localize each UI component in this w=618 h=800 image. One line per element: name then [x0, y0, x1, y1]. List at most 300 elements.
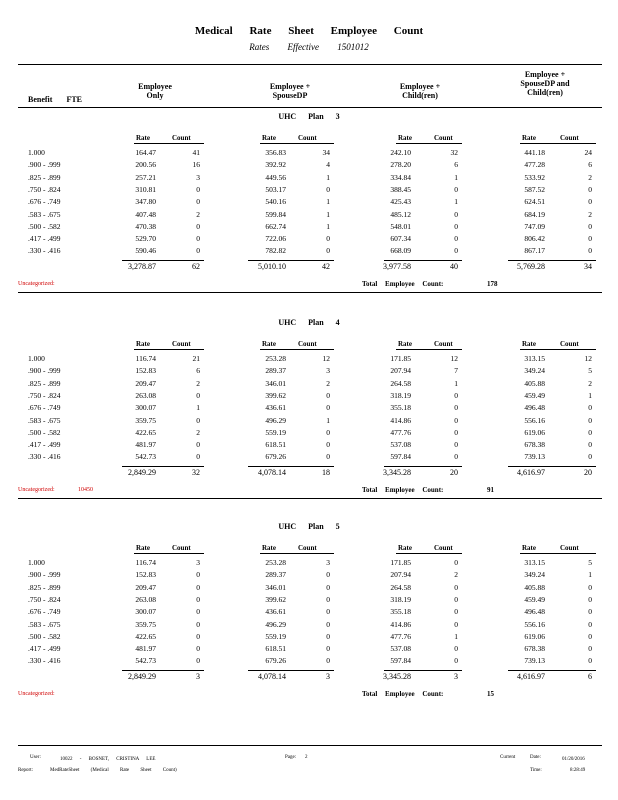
count-cell: 0	[454, 452, 458, 462]
fte-band-label: .330 - .416	[28, 246, 61, 256]
footer-report-value: MedRateSheet (Medical Rate Sheet Count)	[50, 768, 177, 773]
subheader-underline	[260, 349, 334, 350]
count-cell: 0	[588, 415, 592, 425]
count-cell: 0	[196, 619, 200, 629]
count-cell: 5	[588, 366, 592, 376]
rate-total: 4,078.14	[258, 671, 286, 681]
rate-cell: 556.16	[524, 619, 545, 629]
fte-band-label: .825 - .899	[28, 172, 61, 182]
subheader-underline	[520, 349, 596, 350]
count-total: 20	[450, 467, 458, 477]
rate-cell: 679.26	[265, 452, 286, 462]
count-cell: 3	[326, 366, 330, 376]
rate-cell: 346.01	[265, 582, 286, 592]
rate-subheader: Rate	[398, 340, 412, 348]
rate-cell: 263.08	[135, 594, 156, 604]
count-cell: 0	[588, 582, 592, 592]
count-cell: 0	[454, 415, 458, 425]
rate-cell: 533.92	[524, 172, 545, 182]
rate-cell: 399.62	[265, 594, 286, 604]
count-cell: 0	[454, 246, 458, 256]
count-total: 3	[454, 671, 458, 681]
count-cell: 0	[326, 644, 330, 654]
count-total: 3	[326, 671, 330, 681]
count-cell: 0	[196, 594, 200, 604]
fte-band-label: .583 - .675	[28, 415, 61, 425]
column-header-employee-child	[375, 82, 465, 100]
fte-band-label: .583 - .675	[28, 209, 61, 219]
footer-page-label: Page:	[285, 755, 297, 760]
count-subheader: Count	[298, 340, 317, 348]
rate-cell: 537.08	[390, 644, 411, 654]
subheader-underline	[260, 143, 334, 144]
footer-date-value: 01/20/2016	[562, 757, 585, 762]
count-subheader: Count	[434, 544, 453, 552]
fte-band-label: 1.000	[28, 148, 45, 157]
count-cell: 0	[588, 403, 592, 413]
rate-cell: 257.21	[135, 172, 156, 182]
count-cell: 1	[454, 631, 458, 641]
count-cell: 0	[196, 570, 200, 580]
rate-subheader: Rate	[262, 134, 276, 142]
count-cell: 0	[326, 390, 330, 400]
rate-cell: 399.62	[265, 390, 286, 400]
count-cell: 0	[588, 440, 592, 450]
rate-total: 3,977.58	[383, 261, 411, 271]
count-total: 62	[192, 261, 200, 271]
rate-cell: 253.28	[265, 354, 286, 363]
totals-rule	[384, 260, 462, 261]
totals-rule	[508, 466, 596, 467]
rate-cell: 496.48	[524, 607, 545, 617]
count-subheader: Count	[434, 340, 453, 348]
fte-band-label: .825 - .899	[28, 378, 61, 388]
column-header-line: SpouseDP and	[520, 79, 570, 88]
column-header-employee-spouse	[245, 82, 335, 100]
count-cell: 1	[588, 570, 592, 580]
rate-subheader: Rate	[136, 134, 150, 142]
fte-band-label: .900 - .999	[28, 366, 61, 376]
rate-cell: 263.08	[135, 390, 156, 400]
rate-cell: 619.06	[524, 427, 545, 437]
rate-cell: 171.85	[390, 354, 411, 363]
fte-band-label: .750 - .824	[28, 390, 61, 400]
rate-cell: 116.74	[135, 354, 156, 363]
rate-cell: 470.38	[135, 221, 156, 231]
totals-rule	[248, 260, 334, 261]
rate-cell: 599.84	[265, 209, 286, 219]
column-header-employee-only	[120, 82, 190, 100]
rate-cell: 359.75	[135, 415, 156, 425]
rate-cell: 347.80	[135, 197, 156, 207]
count-cell: 3	[196, 558, 200, 567]
count-cell: 0	[326, 570, 330, 580]
subheader-underline	[396, 349, 462, 350]
rate-cell: 782.82	[265, 246, 286, 256]
rate-total: 4,616.97	[517, 467, 545, 477]
rate-cell: 548.01	[390, 221, 411, 231]
rate-cell: 597.84	[390, 452, 411, 462]
rate-cell: 405.88	[524, 582, 545, 592]
count-cell: 0	[588, 607, 592, 617]
footer-time-label: Time:	[530, 768, 542, 773]
count-cell: 0	[326, 452, 330, 462]
count-cell: 0	[588, 631, 592, 641]
count-cell: 6	[454, 160, 458, 170]
rate-cell: 537.08	[390, 440, 411, 450]
fte-band-label: .417 - .499	[28, 644, 61, 654]
fte-band-label: .583 - .675	[28, 619, 61, 629]
fte-band-label: 1.000	[28, 558, 45, 567]
count-cell: 0	[196, 197, 200, 207]
subheader-underline	[520, 143, 596, 144]
rate-cell: 542.73	[135, 452, 156, 462]
count-cell: 41	[192, 148, 200, 157]
rate-cell: 678.38	[524, 644, 545, 654]
rate-cell: 318.19	[390, 390, 411, 400]
count-cell: 0	[196, 631, 200, 641]
subheader-underline	[134, 553, 204, 554]
rate-total: 3,345.28	[383, 671, 411, 681]
count-cell: 0	[196, 184, 200, 194]
rate-total: 3,345.28	[383, 467, 411, 477]
fte-band-label: .500 - .582	[28, 427, 61, 437]
subheader-underline	[134, 143, 204, 144]
rate-cell: 209.47	[135, 582, 156, 592]
count-cell: 0	[326, 184, 330, 194]
count-cell: 2	[454, 570, 458, 580]
rate-cell: 503.17	[265, 184, 286, 194]
rate-total: 4,616.97	[517, 671, 545, 681]
count-cell: 0	[454, 403, 458, 413]
rate-cell: 722.06	[265, 234, 286, 244]
count-cell: 0	[326, 631, 330, 641]
count-subheader: Count	[560, 340, 579, 348]
count-cell: 7	[454, 366, 458, 376]
subheader-underline	[260, 553, 334, 554]
count-cell: 0	[454, 221, 458, 231]
rate-cell: 207.94	[390, 366, 411, 376]
rate-cell: 422.65	[135, 427, 156, 437]
rate-cell: 200.56	[135, 160, 156, 170]
plan-header: UHC Plan 3	[278, 112, 340, 121]
rate-subheader: Rate	[522, 134, 536, 142]
count-total: 20	[584, 467, 592, 477]
count-subheader: Count	[298, 134, 317, 142]
count-cell: 1	[326, 172, 330, 182]
rate-cell: 529.70	[135, 234, 156, 244]
rate-cell: 449.56	[265, 172, 286, 182]
count-cell: 0	[588, 197, 592, 207]
footer-user-label: User:	[30, 755, 41, 760]
rate-cell: 679.26	[265, 656, 286, 666]
footer-rule	[18, 745, 602, 746]
rate-cell: 540.16	[265, 197, 286, 207]
fte-band-label: .676 - .749	[28, 403, 61, 413]
count-total: 6	[588, 671, 592, 681]
rate-cell: 459.49	[524, 390, 545, 400]
count-cell: 0	[196, 582, 200, 592]
rate-cell: 587.52	[524, 184, 545, 194]
rate-cell: 477.28	[524, 160, 545, 170]
count-cell: 12	[322, 354, 330, 363]
rate-cell: 334.84	[390, 172, 411, 182]
count-cell: 0	[326, 607, 330, 617]
rate-cell: 355.18	[390, 607, 411, 617]
count-cell: 2	[588, 172, 592, 182]
rate-cell: 436.61	[265, 607, 286, 617]
rate-cell: 559.19	[265, 631, 286, 641]
rate-total: 3,278.87	[128, 261, 156, 271]
count-cell: 16	[192, 160, 200, 170]
count-cell: 0	[588, 656, 592, 666]
footer-report-label: Report:	[18, 768, 33, 773]
count-cell: 0	[326, 440, 330, 450]
fte-band-label: .750 - .824	[28, 594, 61, 604]
count-cell: 0	[588, 221, 592, 231]
count-cell: 0	[196, 234, 200, 244]
subtitle-rates-label: Rates	[249, 42, 270, 52]
rate-cell: 356.83	[265, 148, 286, 157]
count-cell: 0	[454, 594, 458, 604]
rate-cell: 300.07	[135, 607, 156, 617]
rate-cell: 618.51	[265, 644, 286, 654]
count-cell: 0	[326, 234, 330, 244]
count-total: 34	[584, 261, 592, 271]
count-cell: 0	[326, 594, 330, 604]
rate-subheader: Rate	[136, 340, 150, 348]
grand-total-value: 91	[487, 485, 494, 494]
fte-band-label: .900 - .999	[28, 160, 61, 170]
count-cell: 0	[588, 246, 592, 256]
rate-cell: 481.97	[135, 644, 156, 654]
count-cell: 6	[196, 366, 200, 376]
rate-cell: 806.42	[524, 234, 545, 244]
column-header-benefit-fte: Benefit FTE	[28, 95, 82, 104]
count-cell: 0	[454, 440, 458, 450]
rate-total: 2,849.29	[128, 467, 156, 477]
count-cell: 2	[326, 378, 330, 388]
count-cell: 34	[322, 148, 330, 157]
header-rule-bottom	[18, 107, 602, 108]
count-cell: 21	[192, 354, 200, 363]
count-cell: 3	[196, 172, 200, 182]
grand-total-label: Total Employee Count:	[362, 689, 444, 698]
count-cell: 12	[584, 354, 592, 363]
count-cell: 0	[326, 656, 330, 666]
count-cell: 0	[454, 209, 458, 219]
count-cell: 1	[454, 172, 458, 182]
fte-band-label: .500 - .582	[28, 221, 61, 231]
rate-cell: 349.24	[524, 366, 545, 376]
grand-total-value: 15	[487, 689, 494, 698]
count-cell: 0	[326, 427, 330, 437]
rate-cell: 559.19	[265, 427, 286, 437]
subheader-underline	[396, 553, 462, 554]
rate-cell: 425.43	[390, 197, 411, 207]
count-total: 3	[196, 671, 200, 681]
count-cell: 2	[196, 427, 200, 437]
grand-total-label: Total Employee Count:	[362, 485, 444, 494]
count-cell: 0	[588, 234, 592, 244]
rate-cell: 496.29	[265, 415, 286, 425]
rate-cell: 242.10	[390, 148, 411, 157]
rate-cell: 289.37	[265, 570, 286, 580]
count-cell: 0	[588, 644, 592, 654]
rate-cell: 152.83	[135, 570, 156, 580]
fte-band-label: .900 - .999	[28, 570, 61, 580]
grand-total-value: 178	[487, 279, 498, 288]
footer-current-label: Current	[500, 755, 516, 760]
rate-cell: 116.74	[135, 558, 156, 567]
count-cell: 0	[454, 582, 458, 592]
rate-cell: 459.49	[524, 594, 545, 604]
uncategorized-value: 10450	[78, 486, 93, 493]
rate-cell: 405.88	[524, 378, 545, 388]
rate-subheader: Rate	[136, 544, 150, 552]
fte-band-label: .750 - .824	[28, 184, 61, 194]
count-subheader: Count	[298, 544, 317, 552]
count-cell: 1	[326, 209, 330, 219]
count-total: 40	[450, 261, 458, 271]
count-subheader: Count	[172, 134, 191, 142]
fte-band-label: .330 - .416	[28, 656, 61, 666]
count-cell: 1	[196, 403, 200, 413]
rate-cell: 388.45	[390, 184, 411, 194]
rate-cell: 619.06	[524, 631, 545, 641]
subheader-underline	[520, 553, 596, 554]
count-cell: 0	[326, 246, 330, 256]
rate-total: 2,849.29	[128, 671, 156, 681]
count-cell: 1	[326, 221, 330, 231]
rate-cell: 485.12	[390, 209, 411, 219]
rate-cell: 618.51	[265, 440, 286, 450]
footer-date-label: Date:	[530, 755, 541, 760]
count-cell: 1	[454, 197, 458, 207]
count-total: 32	[192, 467, 200, 477]
rate-cell: 422.65	[135, 631, 156, 641]
rate-cell: 349.24	[524, 570, 545, 580]
count-cell: 0	[196, 390, 200, 400]
count-subheader: Count	[560, 134, 579, 142]
count-cell: 0	[454, 656, 458, 666]
count-cell: 0	[588, 427, 592, 437]
rate-cell: 496.29	[265, 619, 286, 629]
report-subtitle	[0, 42, 618, 52]
footer-user-value: 10022 - BOSNET, CRISTINA LEE	[60, 757, 156, 762]
count-cell: 0	[454, 390, 458, 400]
totals-rule	[122, 670, 204, 671]
count-cell: 0	[326, 582, 330, 592]
rate-cell: 264.58	[390, 378, 411, 388]
rate-cell: 207.94	[390, 570, 411, 580]
count-cell: 0	[326, 403, 330, 413]
rate-cell: 747.09	[524, 221, 545, 231]
column-header-line: Child(ren)	[527, 88, 563, 97]
subtitle-effective-label: Effective	[287, 42, 319, 52]
rate-cell: 392.92	[265, 160, 286, 170]
subheader-underline	[396, 143, 462, 144]
rate-total: 4,078.14	[258, 467, 286, 477]
rate-cell: 407.48	[135, 209, 156, 219]
fte-band-label: 1.000	[28, 354, 45, 363]
rate-cell: 313.15	[524, 354, 545, 363]
rate-cell: 597.84	[390, 656, 411, 666]
plan-separator-rule	[18, 498, 602, 499]
count-cell: 12	[450, 354, 458, 363]
rate-cell: 359.75	[135, 619, 156, 629]
rate-subheader: Rate	[398, 134, 412, 142]
count-cell: 0	[196, 415, 200, 425]
totals-rule	[508, 670, 596, 671]
rate-cell: 436.61	[265, 403, 286, 413]
fte-band-label: .417 - .499	[28, 440, 61, 450]
rate-cell: 477.76	[390, 427, 411, 437]
count-cell: 1	[588, 390, 592, 400]
count-cell: 0	[454, 619, 458, 629]
rate-cell: 300.07	[135, 403, 156, 413]
rate-cell: 624.51	[524, 197, 545, 207]
count-cell: 3	[326, 558, 330, 567]
count-cell: 0	[196, 452, 200, 462]
column-header-line: Employee	[138, 82, 172, 91]
count-cell: 24	[584, 148, 592, 157]
rate-cell: 477.76	[390, 631, 411, 641]
fte-band-label: .330 - .416	[28, 452, 61, 462]
count-cell: 0	[454, 184, 458, 194]
rate-cell: 739.13	[524, 656, 545, 666]
totals-rule	[384, 670, 462, 671]
rate-cell: 318.19	[390, 594, 411, 604]
count-cell: 0	[588, 184, 592, 194]
column-header-line: Child(ren)	[402, 91, 438, 100]
count-cell: 2	[196, 209, 200, 219]
rate-cell: 542.73	[135, 656, 156, 666]
fte-band-label: .825 - .899	[28, 582, 61, 592]
rate-cell: 867.17	[524, 246, 545, 256]
rate-cell: 414.86	[390, 415, 411, 425]
totals-rule	[122, 466, 204, 467]
count-subheader: Count	[560, 544, 579, 552]
count-cell: 6	[588, 160, 592, 170]
count-cell: 5	[588, 558, 592, 567]
count-cell: 0	[196, 656, 200, 666]
rate-cell: 355.18	[390, 403, 411, 413]
fte-band-label: .676 - .749	[28, 607, 61, 617]
rate-cell: 668.09	[390, 246, 411, 256]
footer-time-value: 8:28:49	[570, 768, 586, 773]
count-cell: 0	[588, 619, 592, 629]
rate-cell: 441.18	[524, 148, 545, 157]
fte-band-label: .417 - .499	[28, 234, 61, 244]
count-cell: 0	[454, 558, 458, 567]
report-title: Medical Rate Sheet Employee Count	[194, 25, 424, 37]
count-total: 42	[322, 261, 330, 271]
uncategorized-label: Uncategorized:	[18, 486, 55, 493]
count-cell: 0	[196, 440, 200, 450]
plan-header: UHC Plan 5	[278, 522, 340, 531]
count-cell: 2	[588, 209, 592, 219]
count-cell: 0	[454, 607, 458, 617]
rate-subheader: Rate	[522, 340, 536, 348]
rate-total: 5,010.10	[258, 261, 286, 271]
rate-subheader: Rate	[398, 544, 412, 552]
count-total: 18	[322, 467, 330, 477]
uncategorized-label: Uncategorized:	[18, 280, 55, 287]
rate-cell: 684.19	[524, 209, 545, 219]
count-subheader: Count	[434, 134, 453, 142]
count-cell: 1	[454, 378, 458, 388]
